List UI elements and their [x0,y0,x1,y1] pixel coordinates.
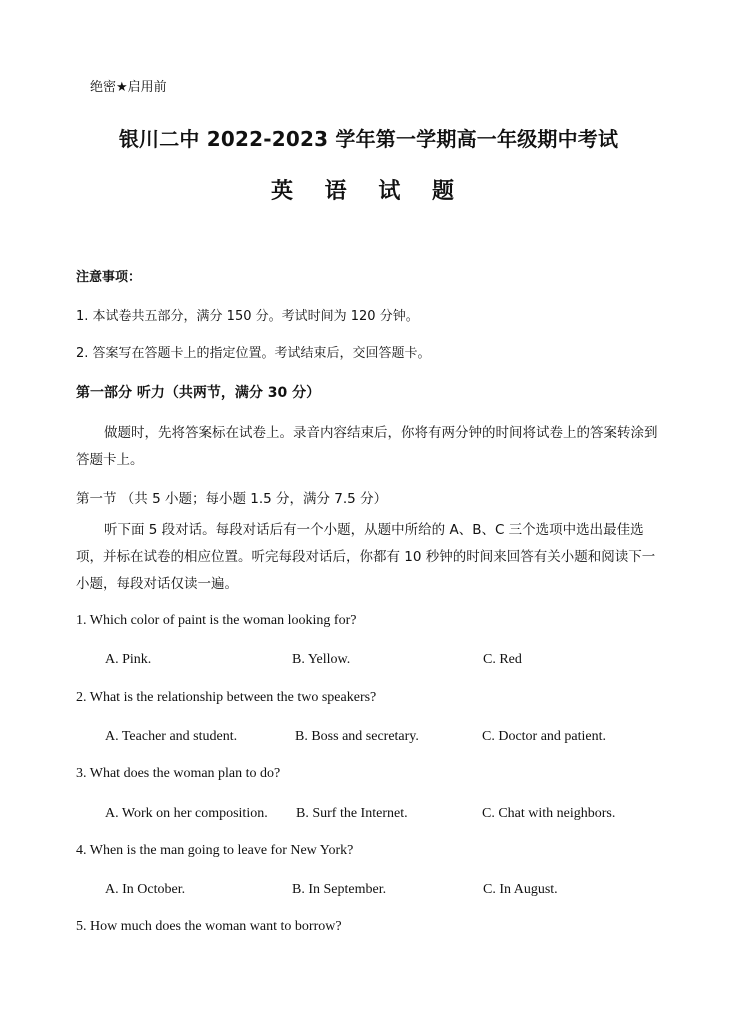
q4-option-c: C. In August. [483,882,558,897]
part1-heading: 第一部分 听力（共两节，满分 30 分） [76,385,321,401]
question-2: 2. What is the relationship between the two speakers? [76,690,377,705]
q2-option-b: B. Boss and secretary. [295,729,419,744]
question-3: 3. What does the woman plan to do? [76,766,281,781]
question-5: 5. How much does the woman want to borrow? [76,919,342,934]
q3-option-c: C. Chat with neighbors. [482,806,616,821]
exam-title: 银川二中 2022-2023 学年第一学期高一年级期中考试 [118,127,619,151]
q3-option-b: B. Surf the Internet. [296,806,408,821]
exam-subtitle: 英 语 试 题 [271,178,466,204]
q4-option-a: A. In October. [105,882,186,897]
q1-option-c: C. Red [483,652,522,667]
question-4: 4. When is the man going to leave for New York? [76,843,354,858]
notes-heading: 注意事项： [76,270,142,285]
notes-item-1: 1. 本试卷共五部分，满分 150 分。考试时间为 120 分钟。 [76,309,419,324]
section1-instruction: 听下面 5 段对话。每段对话后有一个小题，从题中所给的 A、B、C 三个选项中选出最佳选项，并标在试卷的相应位置。听完每段对话后，你都有 10 秒钟的时间来回答有关小题和阅读下一小题，每段对话仅读一遍。 [76,522,656,592]
q1-option-b: B. Yellow. [292,652,351,667]
q4-option-b: B. In September. [292,882,387,897]
q3-option-a: A. Work on her composition. [105,806,268,821]
q2-option-c: C. Doctor and patient. [482,729,607,744]
q2-option-a: A. Teacher and student. [105,729,238,744]
q1-option-a: A. Pink. [105,652,152,667]
question-1: 1. Which color of paint is the woman looking for? [76,613,357,628]
notes-item-2: 2. 答案写在答题卡上的指定位置。考试结束后，交回答题卡。 [76,346,431,361]
section1-heading: 第一节 （共 5 小题；每小题 1.5 分，满分 7.5 分） [76,491,388,507]
part1-instruction: 做题时，先将答案标在试卷上。录音内容结束后，你将有两分钟的时间将试卷上的答案转涂到答题卡上。 [76,425,658,468]
confidential-label: 绝密★启用前 [90,80,167,95]
